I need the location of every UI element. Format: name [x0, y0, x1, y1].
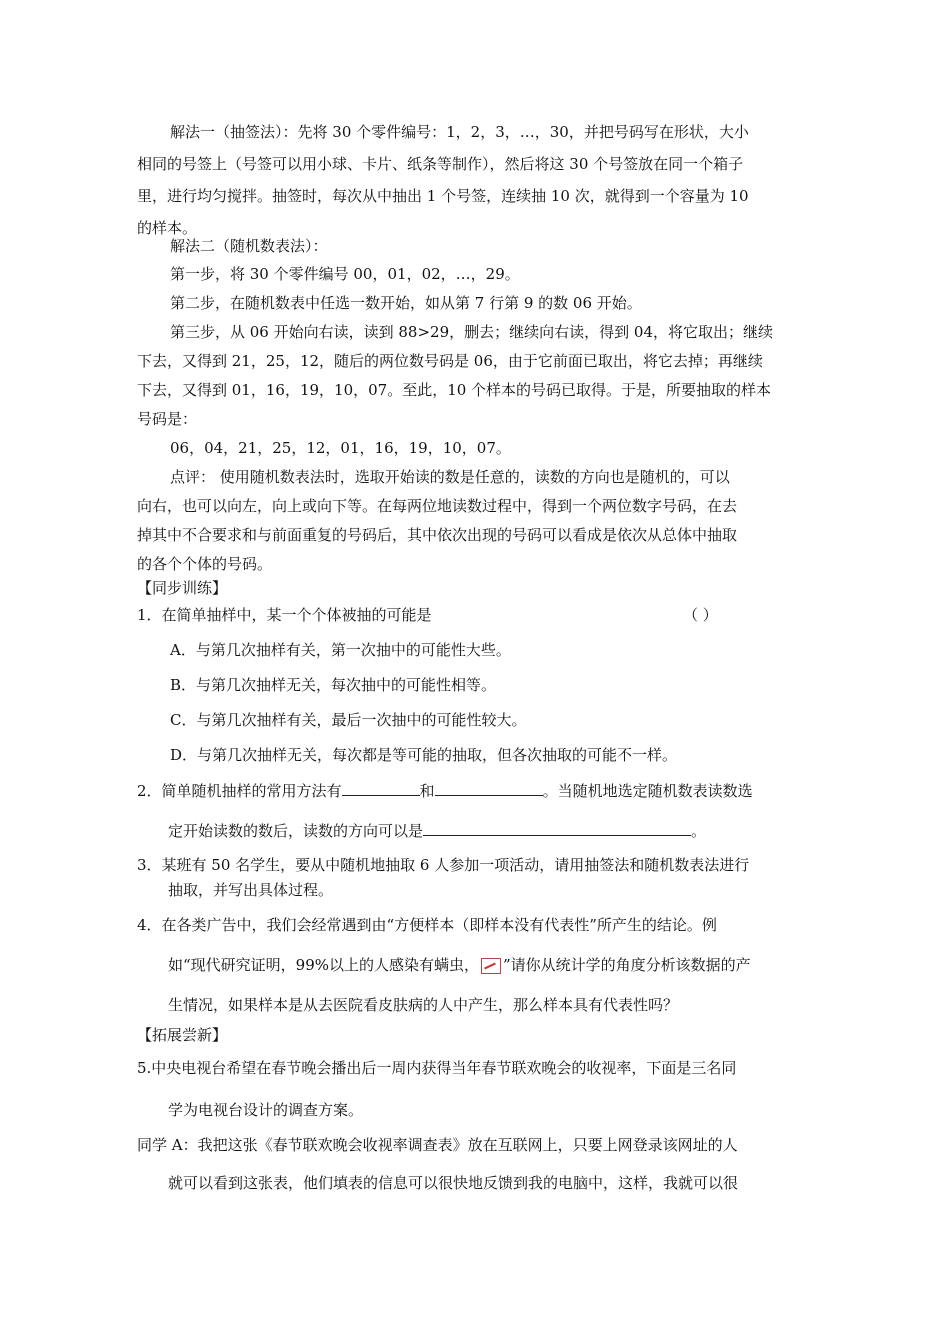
q2-line1 — [137, 781, 753, 801]
method2-step1: 第一步，将 30 个零件编号 00，01，02，…，29。 — [170, 265, 520, 283]
method2-title: 解法二（随机数表法）： — [170, 237, 328, 255]
comment-line: 向右，也可以向左，向上或向下等。在每两位地读数过程中，得到一个两位数字号码，在去 — [137, 497, 738, 515]
q1-option-d: D．与第几次抽样无关，每次都是等可能的抽取，但各次抽取的可能不一样。 — [170, 746, 678, 764]
q2-text: 2．简单随机抽样的常用方法有 — [137, 782, 342, 800]
q2-text: 定开始读数的数后，读数的方向可以是 — [168, 822, 424, 840]
q1-option-b: B．与第几次抽样无关，每次抽中的可能性相等。 — [170, 676, 497, 694]
q4-text: 如“现代研究证明，99%以上的人感染有螨虫， — [168, 956, 480, 974]
sync-training-heading: 【同步训练】 — [137, 579, 228, 597]
method2-step3-line: 第三步，从 06 开始向右读，读到 88>29，删去；继续向右读，得到 04，将它取出；继续 — [170, 323, 773, 341]
q4-line — [168, 955, 751, 975]
q4-line: 4．在各类广告中，我们会经常遇到由“方便样本（即样本没有代表性”所产生的结论。例 — [137, 916, 717, 934]
q2-text: 和 — [419, 782, 435, 800]
method2-step2: 第二步，在随机数表中任选一数开始，如从第 7 行第 9 的数 06 开始。 — [170, 294, 642, 312]
comment-line: 掉其中不合要求和与前面重复的号码后，其中依次出现的号码可以看成是依次从总体中抽取 — [137, 526, 738, 544]
q2-text: 。当随机地选定随机数表读数选 — [542, 782, 753, 800]
q4-text: ”请你从统计学的角度分析该数据的产 — [503, 956, 751, 974]
q1-option-a: A．与第几次抽样有关，第一次抽中的可能性大些。 — [170, 641, 511, 659]
broken-image-icon — [481, 958, 501, 974]
q3-line: 3．某班有 50 名学生，要从中随机地抽取 6 人参加一项活动，请用抽签法和随机数表法进行 — [137, 856, 750, 874]
comment-line: 点评： 使用随机数表法时，选取开始读的数是任意的，读数的方向也是随机的，可以 — [170, 468, 730, 486]
q1-option-c: C．与第几次抽样有关，最后一次抽中的可能性较大。 — [170, 711, 527, 729]
student-a-line: 同学 A：我把这张《春节联欢晚会收视率调查表》放在互联网上，只要上网登录该网址的人 — [137, 1136, 738, 1154]
method1-line: 相同的号签上（号签可以用小球、卡片、纸条等制作），然后将这 30 个号签放在同一个箱子 — [137, 155, 744, 173]
q1-stem: 1．在简单抽样中，某一个个体被抽的可能是 — [137, 606, 432, 624]
method1-line: 的样本。 — [137, 219, 198, 237]
comment-line: 的各个个体的号码。 — [137, 555, 273, 573]
q2-blank-3 — [423, 821, 691, 836]
q5-line: 5.中央电视台希望在春节晚会播出后一周内获得当年春节联欢晚会的收视率，下面是三名同 — [137, 1059, 737, 1077]
method1-line: 解法一（抽签法）：先将 30 个零件编号：1，2，3，…，30，并把号码写在形状，大小 — [170, 123, 749, 141]
method2-result: 06，04，21，25，12，01，16，19，10，07。 — [170, 439, 511, 457]
method1-line: 里，进行均匀搅拌。抽签时，每次从中抽出 1 个号签，连续抽 10 次，就得到一个容量为 10 — [137, 187, 749, 205]
method2-step3-line: 下去，又得到 21，25，12，随后的两位数号码是 06，由于它前面已取出，将它去掉；再继续 — [137, 352, 763, 370]
q3-line: 抽取，并写出具体过程。 — [168, 881, 334, 899]
method2-step3-line: 号码是： — [137, 410, 198, 428]
q4-line: 生情况，如果样本是从去医院看皮肤病的人中产生，那么样本具有代表性吗？ — [168, 996, 679, 1014]
q2-blank-1 — [342, 781, 420, 796]
q2-line2 — [168, 821, 706, 841]
q1-answer-paren: （ ） — [683, 606, 718, 624]
student-a-line: 就可以看到这张表，他们填表的信息可以很快地反馈到我的电脑中，这样，我就可以很 — [168, 1174, 739, 1192]
expand-heading: 【拓展尝新】 — [137, 1026, 228, 1044]
q2-text: 。 — [691, 822, 707, 840]
q2-blank-2 — [435, 781, 543, 796]
q5-line: 学为电视台设计的调查方案。 — [168, 1101, 364, 1119]
method2-step3-line: 下去，又得到 01，16，19，10，07。至此，10 个样本的号码已取得。于是，所要抽取的样本 — [137, 381, 772, 399]
